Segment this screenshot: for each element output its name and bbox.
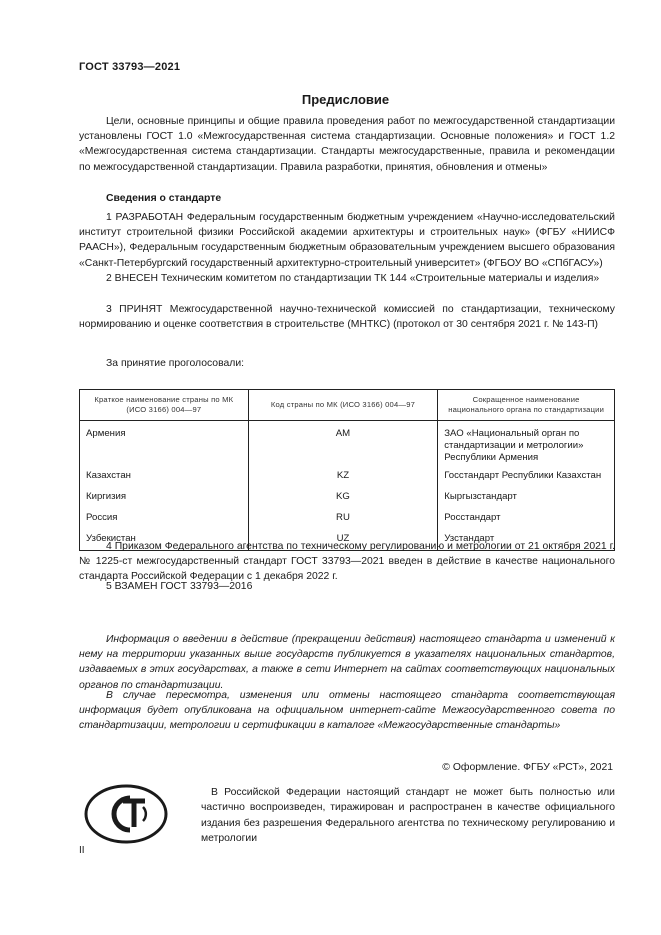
cell-country: Россия [80,506,249,527]
cell-code: AM [248,421,438,465]
page-title: Предисловие [301,92,390,107]
item-order: 4 Приказом Федерального агентства по техническому регулированию и метрологии от 21 октября 2021 г. № 1225-ст межгосударственный стандарт ГОСТ 33793—2021 введен в действие в качестве национального стандарта Российской Федерации с 1 декабря 2022 г. [79,541,615,583]
cell-code: KZ [248,464,438,485]
page-number: II [79,845,85,856]
cell-country: Киргизия [80,485,249,506]
cell-country: Казахстан [80,464,249,485]
info-heading: Сведения о стандарте [106,193,222,204]
intro-paragraph: Цели, основные принципы и общие правила проведения работ по межгосударственной стандартизации установлены ГОСТ 1.0 «Межгосударственная система стандартизации. Основные положения» и ГОСТ 1.2 «Межгосударственная система стандартизации. Стандарты межгосударственные, правила и рекомендации по межгосударственной стандартизации. Правила разработки, принятия, обновления и отмены» [79,116,615,173]
rst-logo-icon [83,783,169,845]
cell-body: Росстандарт [438,506,615,527]
cell-code: UZ [248,527,438,551]
item-submitted: 2 ВНЕСЕН Техническим комитетом по стандартизации ТК 144 «Строительные материалы и изделия» [106,273,600,284]
table-header-row [80,390,615,421]
header-country-name: Краткое наименование страны по МК (ИСО 3166) 004—97 [80,390,249,421]
cell-body: ЗАО «Национальный орган по стандартизации и метрологии» Республики Армения [438,421,615,465]
cell-country: Армения [80,421,249,465]
cell-body: Госстандарт Республики Казахстан [438,464,615,485]
cell-country: Узбекистан [80,527,249,551]
info-notice-publication: Информация о введении в действие (прекращении действия) настоящего стандарта и изменений к нему на территории указанных выше государств публикуется в указателях национальных стандартов, издаваемых в этих государствах, а также в сети Интернет на сайтах соответствующих национальных органов по стандартизации. [79,634,615,691]
cell-body: Кыргызстандарт [438,485,615,506]
table-row [80,464,615,485]
item-adopted: 3 ПРИНЯТ Межгосударственной научно-технической комиссией по стандартизации, техническому нормированию и оценке соответствия в строительстве (МНТКС) (протокол от 30 сентября 2021 г. № 143-П) [79,304,615,331]
copyright-line: © Оформление. ФГБУ «РСТ», 2021 [442,762,613,773]
cell-code: KG [248,485,438,506]
table-row [80,421,615,465]
cell-code: RU [248,506,438,527]
header-national-body: Сокращенное наименование национального органа по стандартизации [438,390,615,421]
info-notice-revision: В случае пересмотра, изменения или отмены настоящего стандарта соответствующая информация будет опубликована на официальном интернет-сайте Межгосударственного совета по стандартизации, метрологии и сертификации в каталоге «Межгосударственные стандарты» [79,690,615,732]
cell-body: Узстандарт [438,527,615,551]
item-replaces: 5 ВЗАМЕН ГОСТ 33793—2016 [106,581,253,592]
table-row [80,506,615,527]
item-developed: 1 РАЗРАБОТАН Федеральным государственным бюджетным учреждением «Научно-исследовательский институт строительной физики Российской академии архитектуры и строительных наук» (ФГБУ «НИИСФ РААСН»), Федеральным государственным бюджетным образовательным учреждением высшего образования «Санкт-Петербургский государственный архитектурно-строительный университет» (ФГБОУ ВО «СПбГАСУ») [79,212,615,269]
document-code: ГОСТ 33793—2021 [79,61,181,73]
table-row [80,485,615,506]
voting-table [79,389,615,551]
reproduction-notice: В Российской Федерации настоящий стандарт не может быть полностью или частично воспроизведен, тиражирован и распространен в качестве официального издания без разрешения Федерального агентства по техническому регулированию и метрологии [201,787,615,845]
header-country-code: Код страны по МК (ИСО 3166) 004—97 [248,390,438,421]
voted-label: За принятие проголосовали: [106,358,245,369]
